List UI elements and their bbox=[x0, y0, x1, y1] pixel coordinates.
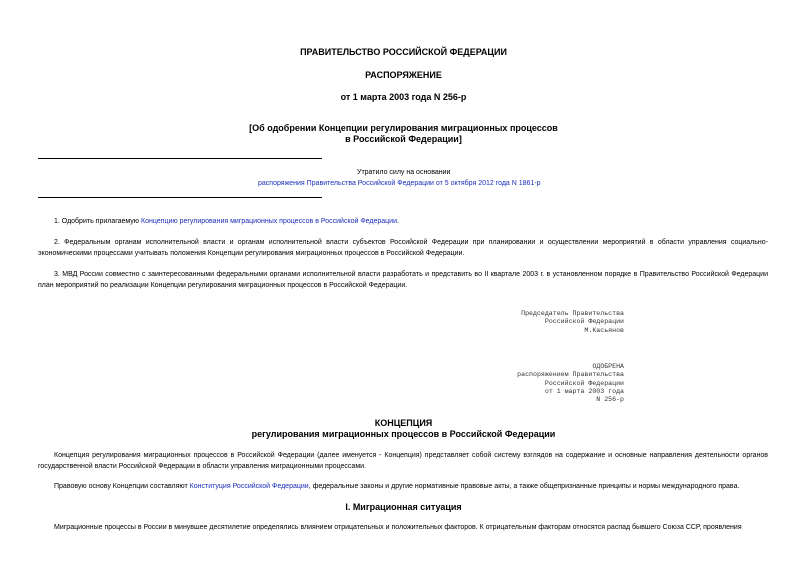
constitution-link[interactable]: Конституция Российской Федерации bbox=[189, 483, 309, 490]
approval-line1: ОДОБРЕНА bbox=[592, 363, 624, 370]
doc-type-heading: РАСПОРЯЖЕНИЕ bbox=[365, 70, 442, 80]
signature-line3: М.Касьянов bbox=[584, 326, 624, 334]
item-1-prefix: 1. Одобрить прилагаемую bbox=[54, 218, 142, 225]
item-2 bbox=[38, 237, 768, 259]
approval-line3: Российской Федерации bbox=[544, 379, 624, 387]
status-text: Утратило силу на основании bbox=[357, 169, 451, 176]
item-3-text: 3. МВД России совместно с заинтересованными федеральными органами исполнительной власти разработать и представить во II квартале 2003 г. в установленном порядке в Правительство Российской Федерации план мероприятий по реализации Концепции регулирования миграционных процессов в Российской Федерации. bbox=[38, 271, 768, 289]
approval-line4: от 1 марта 2003 года bbox=[544, 387, 624, 395]
item-1 bbox=[38, 216, 768, 227]
doc-title-line1: [Об одобрении Концепции регулирования миграционных процессов bbox=[249, 123, 558, 133]
signature-block bbox=[521, 310, 624, 335]
section-1-para bbox=[38, 522, 768, 533]
concept-para-2-suffix: , федеральные законы и другие нормативные правовые акты, а также общепризнанные принципы и нормы международного права. bbox=[308, 483, 740, 490]
status-link[interactable] bbox=[258, 180, 541, 187]
approval-block bbox=[517, 363, 624, 404]
item-2-text: 2. Федеральным органам исполнительной власти и органам исполнительной власти субъектов Российской Федерации при планировании и осуществлении мероприятий в области управления социально-экономическими процессами учитывать положения Концепции регулирования миграционных процессов в Российской Федерации. bbox=[38, 239, 768, 257]
doc-title-line2: в Российской Федерации] bbox=[345, 134, 462, 144]
section-1-para-text: Миграционные процессы в России в минувшее десятилетие определялись влиянием отрицательных и положительных факторов. К отрицательным факторам относятся распад бывшего Союза ССР, проявления bbox=[54, 524, 742, 531]
divider-top bbox=[38, 158, 322, 159]
item-3 bbox=[38, 269, 768, 291]
item-1-suffix: . bbox=[397, 218, 399, 225]
concept-para-1 bbox=[38, 450, 768, 472]
concept-link[interactable]: Концепцию регулирования миграционных процессов в Российской Федерации bbox=[141, 218, 397, 225]
repeal-act-link[interactable]: распоряжения Правительства Российской Федерации от 5 октября 2012 года N 1861-р bbox=[258, 180, 541, 187]
concept-para-2 bbox=[38, 481, 768, 492]
concept-title: КОНЦЕПЦИЯ bbox=[374, 418, 433, 428]
signature-line2: Российской Федерации bbox=[544, 318, 624, 326]
government-heading: ПРАВИТЕЛЬСТВО РОССИЙСКОЙ ФЕДЕРАЦИИ bbox=[300, 47, 507, 57]
approval-line2: распоряжением Правительства bbox=[517, 371, 624, 379]
approval-line5: N 256-р bbox=[596, 396, 624, 404]
concept-para-1-text: Концепция регулирования миграционных процессов в Российской Федерации (далее именуется - Концепция) представляет собой систему взглядов на содержание и основные направления деятельности органов государственной власти Российской Федерации в области управления миграционными процессами. bbox=[38, 452, 768, 470]
divider-bottom bbox=[38, 197, 322, 198]
section-1-title: I. Миграционная ситуация bbox=[345, 502, 462, 512]
concept-subtitle: регулирования миграционных процессов в Российской Федерации bbox=[251, 429, 556, 439]
concept-para-2-prefix: Правовую основу Концепции составляют bbox=[54, 483, 190, 490]
date-number-heading: от 1 марта 2003 года N 256-р bbox=[340, 92, 467, 102]
signature-line1: Председатель Правительства bbox=[521, 310, 624, 317]
